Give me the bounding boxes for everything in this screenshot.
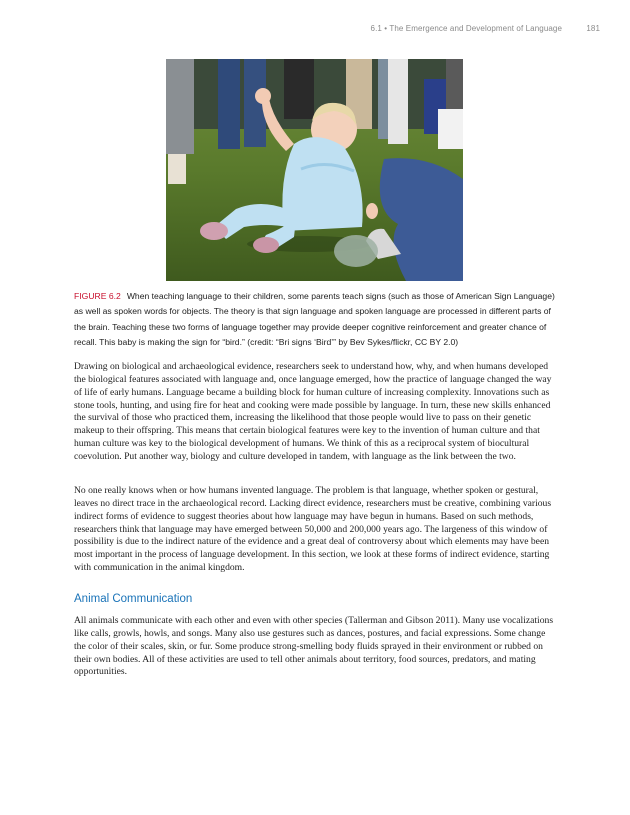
body-paragraph: Drawing on biological and archaeological evidence, researchers seek to understand how, why, and when humans developed the biological features associated with language and, once language emerged, how the practice of language changed the way of life of early humans. Language became a building block for human culture of increasing complexity. Innovations such as stone tools, hunting, and using fire for heat and cooking were made possible by language. In turn, these new skills enhanced the survival of those who practiced them, increasing the likelihood that those people would live to pass on their genetic makeup to their offspring. This means that certain biological features were key to the invention of human culture and that human culture was key to the biological development of humans. We think of this as a reciprocal system of biocultural coevolution. Put another way, biology and culture developed in tandem, with language as the link between the two. [74,361,552,462]
running-header [371,24,600,33]
running-title: 6.1 • The Emergence and Development of Language [370,24,563,33]
figure-caption-text: When teaching language to their children, some parents teach signs (such as those of American Sign Language) as well as spoken words for objects. The theory is that sign language and spoken language are processed in different parts of the brain. Teaching these two forms of language together may provide deeper cognitive reinforcement and greater chance of recall. This baby is making the sign for “bird.” (credit: “Bri signs ‘Bird’” by Bev Sykes/flickr, CC BY 2.0) [74,291,555,348]
section-heading: Animal Communication [74,593,193,605]
body-paragraph: No one really knows when or how humans invented language. The problem is that language, whether spoken or gestural, leaves no direct trace in the archaeological record. Lacking direct evidence, researchers must be creative, combining various indirect forms of evidence to suggest theories about how language may have begun in humans. Based on such methods, researchers think that language may have emerged between 50,000 and 200,000 years ago. The largeness of this window of possibility is due to the indirect nature of the evidence and a great deal of controversy about which elements may have been most important in the process of language development. In this section, we look at these forms of indirect evidence, starting with communication in the animal kingdom. [74,485,552,574]
section-paragraph: All animals communicate with each other and even with other species (Tallerman and Gibson 2011). Many use vocalizations like calls, growls, howls, and songs. Many also use gestures such as dances, postures, and facial expressions. Some change the color of their scales, skin, or fur. Some produce strong-smelling body fluids sprayed in their environment or rubbed on their own bodies. All of these activities are used to tell other animals about territory, food sources, predators, and mating opportunities. [74,615,554,678]
page-number: 181 [586,24,600,33]
figure-label: FIGURE 6.2 [74,291,121,301]
figure-caption [74,289,560,351]
figure-photo [166,59,463,281]
